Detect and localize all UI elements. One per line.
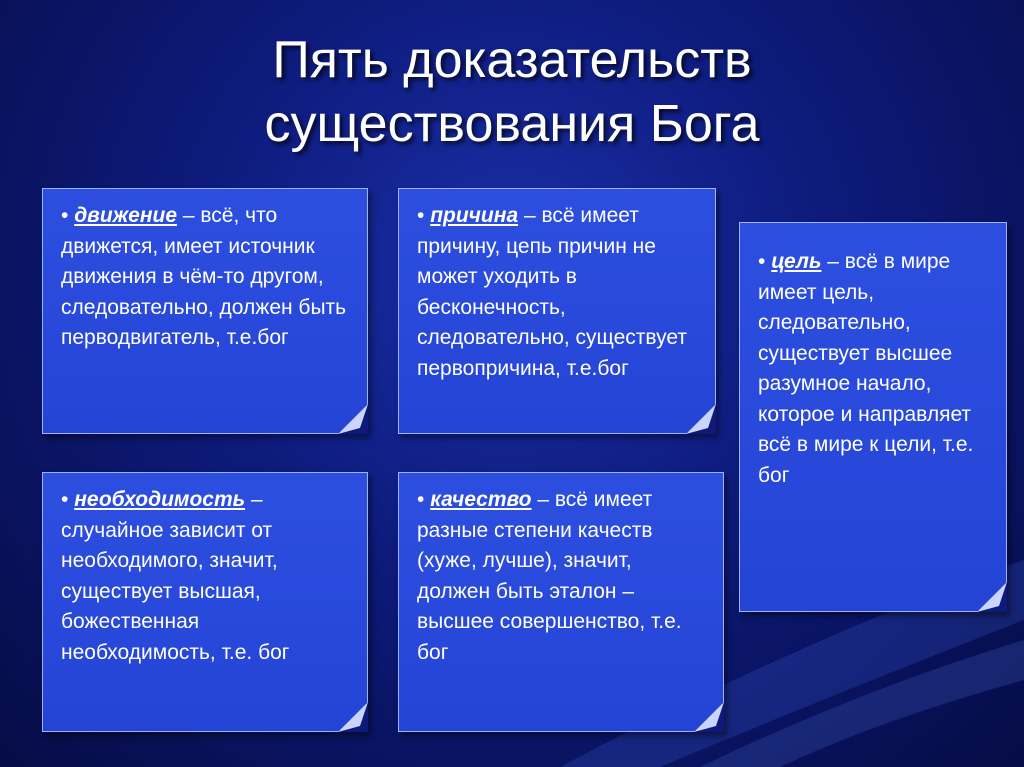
argument-card-cause — [398, 188, 716, 434]
argument-text: – всё, что движется, имеет источник движения в чём-то другом, следовательно, должен быть перводвигатель, т.е.бог — [61, 204, 347, 349]
title-line-1: Пять доказательств — [272, 31, 752, 89]
argument-text: – всё имеет причину, цепь причин не может уходить в бесконечность, следовательно, существует первопричина, т.е.бог — [417, 204, 687, 380]
argument-card-purpose — [739, 222, 1007, 612]
bullet: • — [417, 488, 425, 511]
page-fold-icon — [338, 404, 368, 434]
argument-text: – всё в мире имеет цель, следовательно, существует высшее разумное начало, которое и направляет всё в мире к цели, т.е. бог — [758, 250, 974, 487]
bullet: • — [61, 204, 69, 227]
argument-term: цель — [771, 250, 822, 273]
page-fold-icon — [977, 582, 1007, 612]
argument-term: необходимость — [74, 488, 246, 511]
bullet: • — [417, 204, 425, 227]
title-line-2: существования Бога — [264, 95, 760, 153]
argument-term: движение — [74, 204, 178, 227]
argument-card-quality — [398, 472, 724, 732]
argument-text: – случайное зависит от необходимого, значит, существует высшая, божественная необходимость, т.е. бог — [61, 488, 290, 664]
argument-text: – всё имеет разные степени качеств (хуже, лучше), значит, должен быть эталон – высшее совершенство, т.е. бог — [417, 488, 682, 664]
argument-card-necessity — [42, 472, 368, 732]
page-fold-icon — [338, 702, 368, 732]
page-fold-icon — [694, 702, 724, 732]
bullet: • — [758, 250, 766, 273]
bullet: • — [61, 488, 69, 511]
page-fold-icon — [686, 404, 716, 434]
argument-term: качество — [430, 488, 532, 511]
slide-title — [0, 28, 1024, 156]
argument-card-motion — [42, 188, 368, 434]
argument-term: причина — [430, 204, 519, 227]
